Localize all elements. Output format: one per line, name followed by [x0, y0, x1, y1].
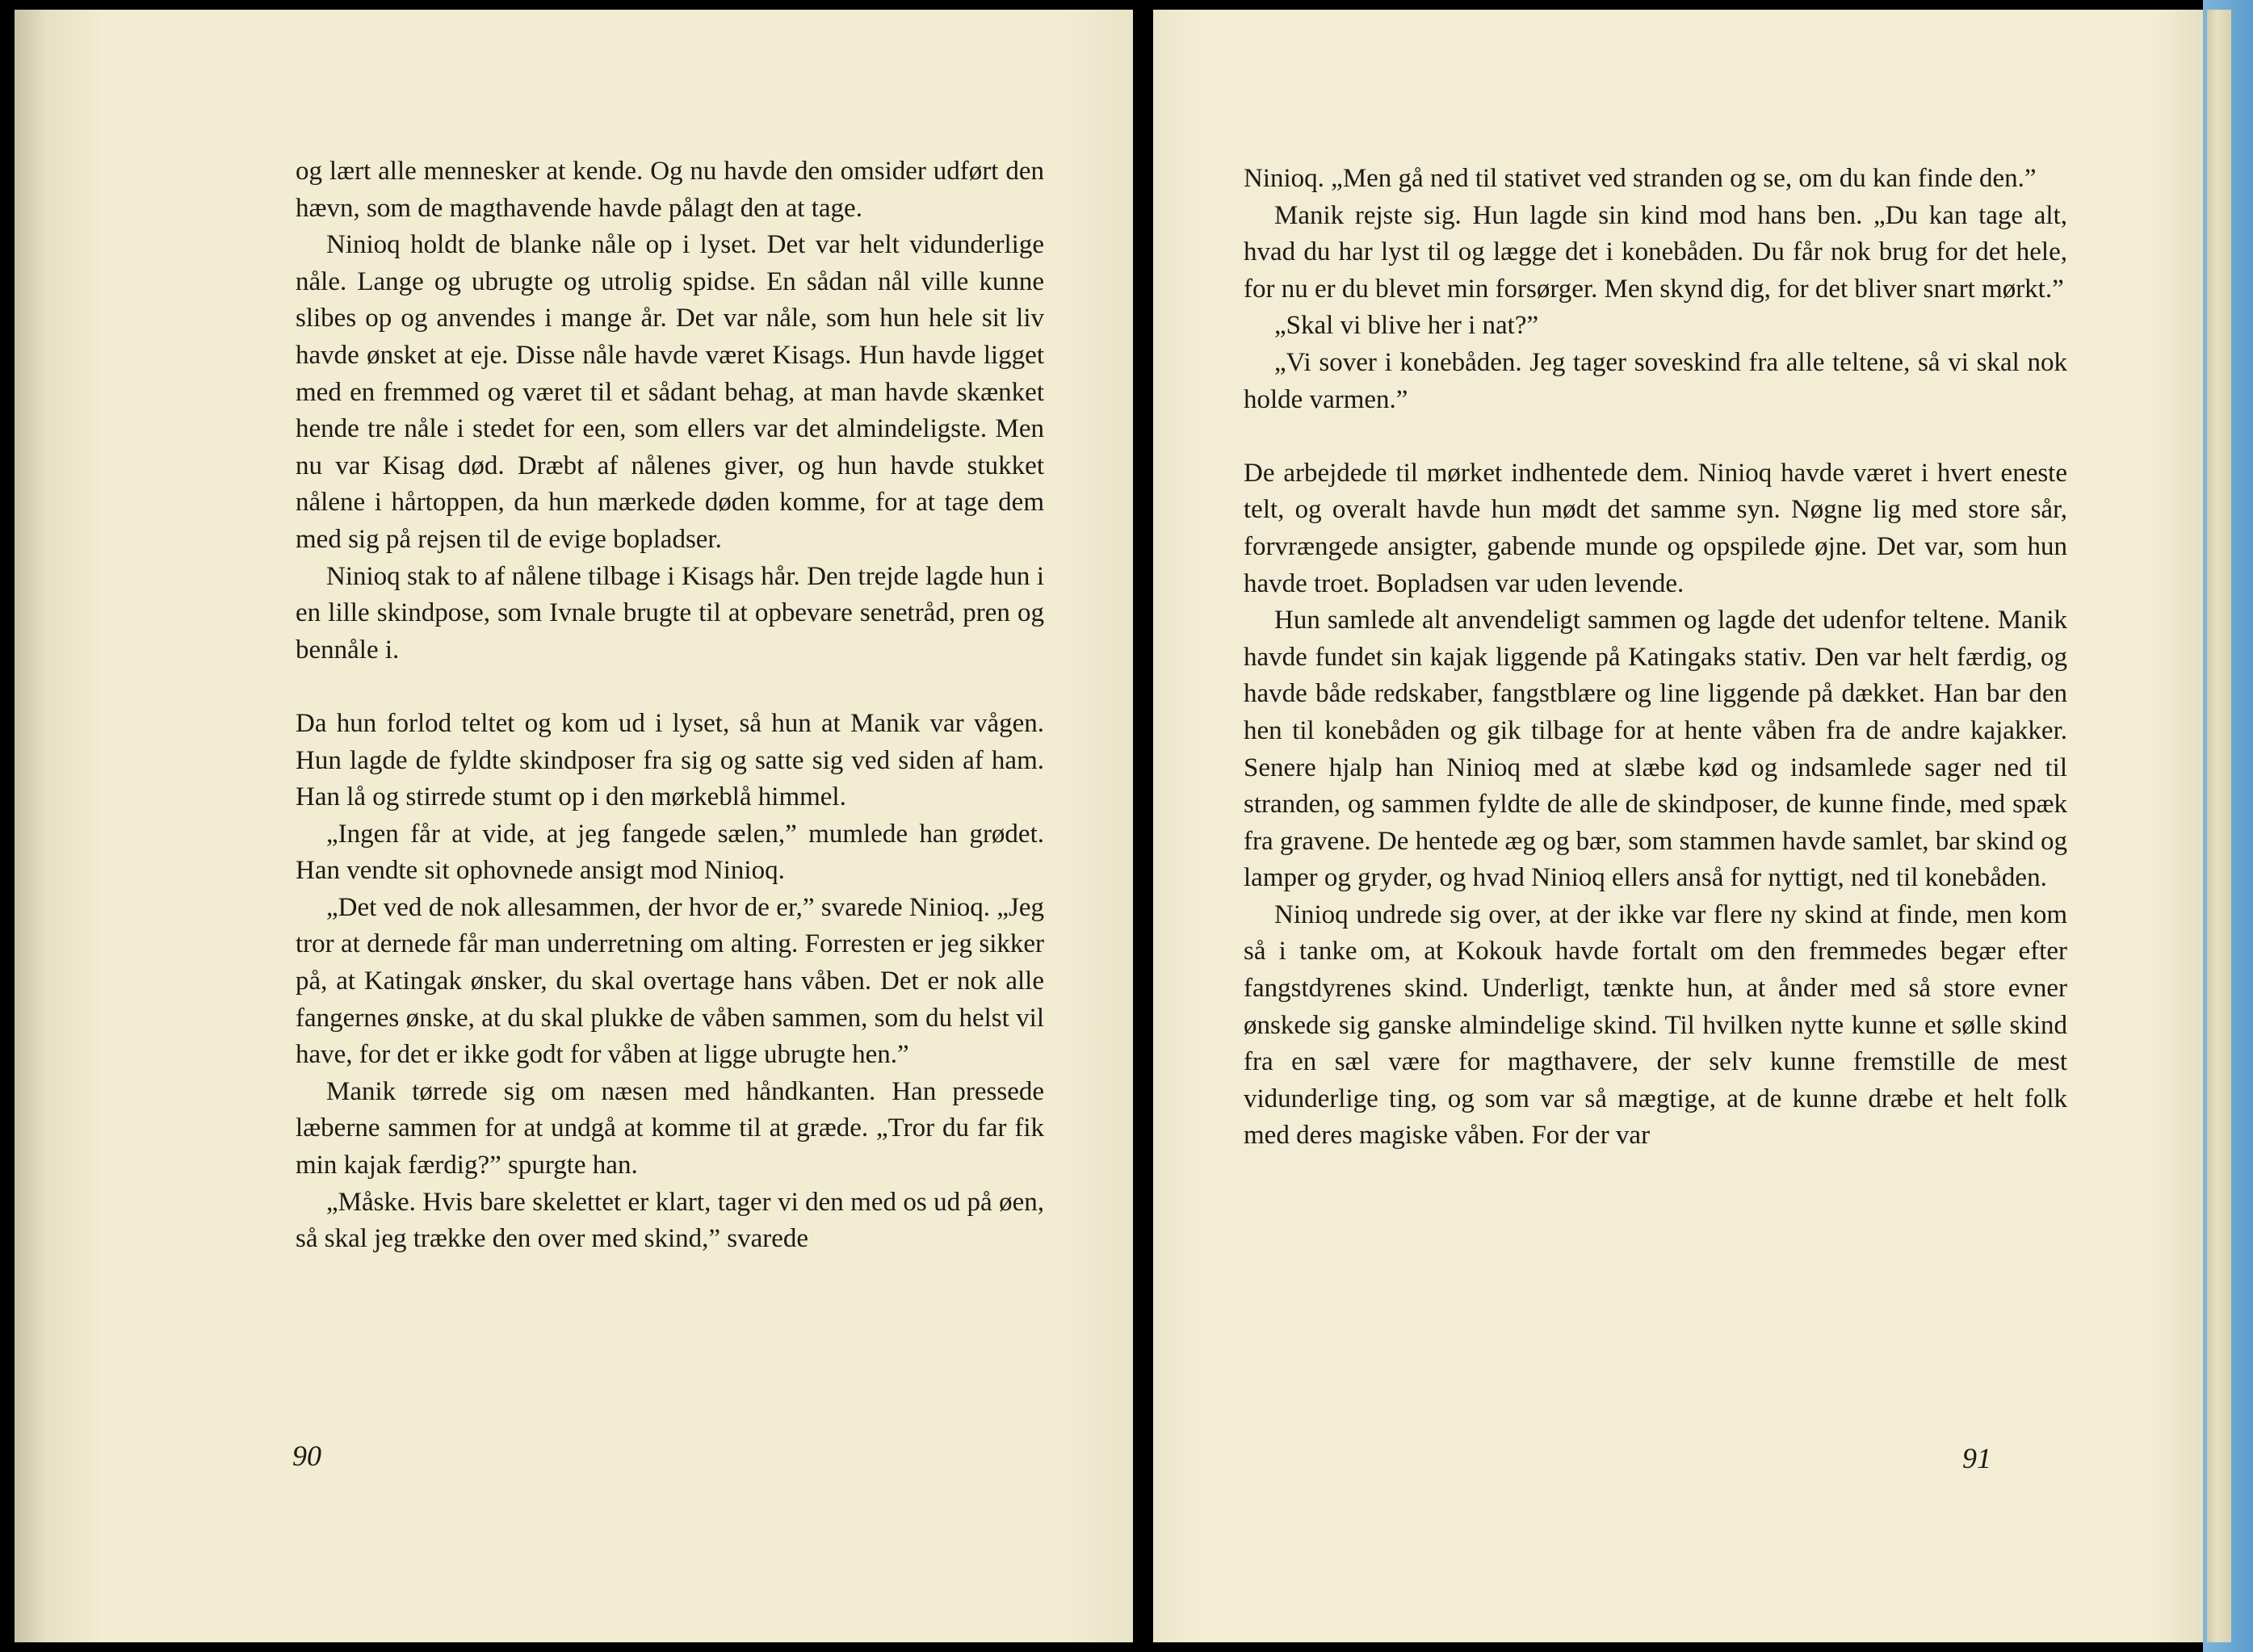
- paragraph: Ninioq stak to af nålene tilbage i Kisags hår. Den trejde lagde hun i en lille skindpose, som Ivnale brugte til at opbevare senetråd, pren og bennåle i.: [296, 561, 1044, 665]
- right-page-text: [1244, 161, 2067, 1155]
- paragraph: „Ingen får at vide, at jeg fangede sælen,” mumlede han grødet. Han vendte sit ophovnede ansigt mod Ninioq.: [296, 819, 1044, 886]
- page-number: 91: [1962, 1442, 1991, 1474]
- paragraph: Manik rejste sig. Hun lagde sin kind mod hans ben. „Du kan tage alt, hvad du har lyst til og lægge det i konebåden. Du får nok brug for det hele, for nu er du blevet min forsørger. Men skynd dig, for det bliver snart mørkt.”: [1244, 200, 2067, 304]
- page-number: 90: [292, 1440, 321, 1472]
- paragraph: og lært alle mennesker at kende. Og nu havde den omsider udført den hævn, som de magthavende havde pålagt den at tage.: [296, 157, 1044, 223]
- paragraph: „Vi sover i konebåden. Jeg tager soveskind fra alle teltene, så vi skal nok holde varmen.”: [1244, 347, 2067, 414]
- right-page: [1153, 10, 2207, 1642]
- paragraph: Da hun forlod teltet og kom ud i lyset, så hun at Manik var vågen. Hun lagde de fyldte skindposer fra sig og satte sig ved siden af ham. Han lå og stirrede stumt op i den mørkeblå himmel.: [296, 708, 1044, 812]
- paragraph: Manik tørrede sig om næsen med håndkanten. Han pressede læberne sammen for at undgå at komme til at græde. „Tror du far fik min kajak færdig?” spurgte han.: [296, 1076, 1044, 1180]
- paragraph: „Det ved de nok allesammen, der hvor de er,” svarede Ninioq. „Jeg tror at dernede får man underretning om alting. Forresten er jeg sikker på, at Katingak ønsker, du skal overtage hans våben. Det er nok alle fangernes ønske, at du skal plukke de våben sammen, som du helst vil have, for det er ikke godt for våben at ligge ubrugte hen.”: [296, 892, 1044, 1070]
- paragraph: De arbejdede til mørket indhentede dem. Ninioq havde været i hvert eneste telt, og overalt havde hun mødt det samme syn. Nøgne lig med store sår, forvrængede ansigter, gabende munde og opspilede øjne. Det var, som hun havde troet. Bopladsen var uden levende.: [1244, 458, 2067, 598]
- paragraph: Ninioq undrede sig over, at der ikke var flere ny skind at finde, men kom så i tanke om, at Kokouk havde fortalt om den fremmedes begær efter fangstdyrenes skind. Underligt, tænkte hun, at ånder med så store evner ønskede sig ganske almindelige skind. Til hvilken nytte kunne et sølle skind fra en sæl være for magthavere, der selv kunne fremstille de mest vidunderlige ting, og som var så mægtige, at de kunne dræbe et helt folk med deres magiske våben. For der var: [1244, 899, 2067, 1151]
- paragraph: „Skal vi blive her i nat?”: [1274, 311, 1539, 341]
- paragraph: Ninioq holdt de blanke nåle op i lyset. Det var helt vidunderlige nåle. Lange og ubrugte og utrolig spidse. En sådan nål ville kunne slibes op og anvendes i mange år. Det var nåle, som hun hele sit liv havde ønsket at eje. Disse nåle havde været Kisags. Hun havde ligget med en fremmed og været til et sådant behag, at man havde skænket hende tre nåle i stedet for een, som ellers var det almindeligste. Men nu var Kisag død. Dræbt af nålenes giver, og hun havde stukket nålene i hårtoppen, da hun mærkede døden komme, for at tage dem med sig på rejsen til de evige bopladser.: [296, 230, 1044, 554]
- paragraph: „Måske. Hvis bare skelettet er klart, tager vi den med os ud på øen, så skal jeg trække den over med skind,” svarede: [296, 1187, 1044, 1254]
- paragraph: Hun samlede alt anvendeligt sammen og lagde det udenfor teltene. Manik havde fundet sin kajak liggende på Katingaks stativ. Den var helt færdig, og havde både redskaber, fangstblære og line liggende på dækket. Han bar den hen til konebåden og gik tilbage for at hente våben fra de andre kajakker. Senere hjalp han Ninioq med at slæbe kød og indsamlede sager ned til stranden, og sammen fyldte de alle de skindposer, de kunne finde, med spæk fra gravene. De hentede æg og bær, som stammen havde samlet, bar skind og lamper og gryder, og hvad Ninioq ellers anså for nyttigt, ned til konebåden.: [1244, 606, 2067, 893]
- page-edge: [2207, 10, 2231, 1642]
- left-page-text: [296, 153, 1044, 1258]
- paragraph: Ninioq. „Men gå ned til stativet ved stranden og se, om du kan finde den.”: [1244, 164, 2037, 193]
- left-page: [15, 10, 1133, 1642]
